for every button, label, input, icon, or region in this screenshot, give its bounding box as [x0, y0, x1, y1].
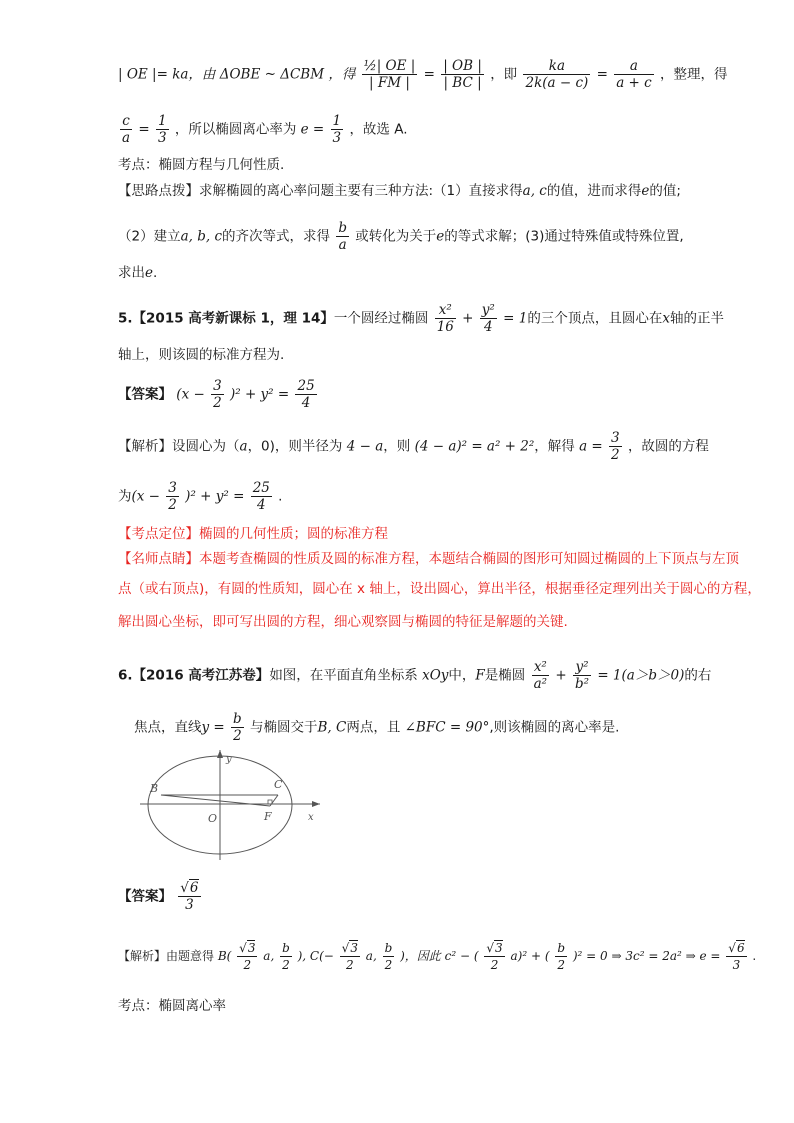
fraction: $\frac{\text{y²}}{4}$ — [481, 302, 495, 335]
label-c: C — [274, 778, 283, 791]
x-axis-arrow — [312, 801, 320, 807]
fraction: $\frac{c}{a}$ — [122, 113, 131, 146]
question-6-cont: 焦点，直线y = $\frac{b}{2}$ 与椭圆交于B, C两点，且 ∠BFC = 90°,则该椭圆的离心率是. — [134, 711, 620, 744]
fraction: $\frac{b}{a}$ — [338, 220, 347, 253]
label-y: y — [226, 754, 232, 765]
mingshi-line-1: 【名师点睛】本题考查椭圆的性质及圆的标准方程，本题结合椭圆的图形可知圆过椭圆的上下顶点与左顶 — [118, 551, 739, 567]
solution-6: 【解析】由题意得 B( $\frac{√3}{2}$ a, $\frac{b}{2}$ ), C(− $\frac{√3}{2}$ a, $\frac{b}{2}$ )，因此 c² − ( $\frac{√3}{2}$ a)² + ( $\frac{b}{2}$ )² = 0 ⇒ 3c² = 2a² ⇒ e = $\frac{√6}{3}$ . — [118, 941, 757, 972]
fraction: $\frac{| OB |}{| BC |}$ — [443, 58, 482, 91]
fraction: $\frac{25}{4}$ — [297, 378, 315, 411]
kaodian-dingwei-5: 【考点定位】椭圆的几何性质；圆的标准方程 — [118, 526, 388, 542]
answer-6: 【答案】 $\frac{√6}{3}$ — [118, 880, 199, 913]
fraction: $\frac{3}{2}$ — [213, 378, 222, 411]
fraction: $\frac{\text{½| OE |}}{| FM |}$ — [363, 58, 416, 91]
answer-5: 【答案】 (x − $\frac{3}{2}$ )² + y² = $\frac{25}{4}$ — [118, 378, 315, 411]
hint-line-1: 【思路点拨】求解椭圆的离心率问题主要有三种方法:（1）直接求得a, c的值，进而求得e的值; — [118, 183, 681, 199]
question-6: 6.【2016 高考江苏卷】如图，在平面直角坐标系 xOy中，F是椭圆 $\frac{\text{x²}}{\text{a²}}$ + $\frac{\text{y²}}{\text{b²}}$ = 1(a＞b＞0)的右 — [118, 659, 712, 692]
solution-line-1: | OE |= ka，由 ΔOBE ~ ΔCBM ，得 $\frac{\text{½| OE |}}{| FM |}$ = $\frac{| OB |}{| BC |}$ ，即 $\frac{ka}{2k(a - c)}$ = $\frac{a}{a + c}$ ，整理，得 — [118, 58, 728, 91]
hint-line-2: （2）建立a, b, c的齐次等式，求得 $\frac{b}{a}$ 或转化为关于e的等式求解；(3)通过特殊值或特殊位置, — [118, 220, 684, 253]
hint-line-3: 求出e. — [118, 265, 158, 281]
label-o: O — [208, 812, 218, 825]
fraction: $\frac{\text{x²}}{\text{a²}}$ — [533, 659, 548, 692]
label-f: F — [264, 810, 272, 823]
mingshi-line-2: 点（或右顶点)，有圆的性质知，圆心在 x 轴上，设出圆心，算出半径，根据垂径定理列出关于圆心的方程， — [118, 581, 761, 597]
fraction: $\frac{1}{3}$ — [157, 113, 167, 146]
fraction: $\frac{\text{x²}}{16}$ — [436, 302, 454, 335]
question-5: 5.【2015 高考新课标 1，理 14】一个圆经过椭圆 $\frac{\text{x²}}{16}$ + $\frac{\text{y²}}{4}$ = 1的三个顶点，且圆心在x轴的正半 — [118, 302, 724, 335]
ellipse-figure — [140, 750, 330, 860]
fraction: $\frac{3}{2}$ — [168, 480, 177, 513]
label-b: B — [150, 782, 159, 795]
kaodian-6: 考点：椭圆离心率 — [118, 998, 226, 1014]
fraction: $\frac{1}{3}$ — [332, 113, 342, 146]
y-axis-arrow — [217, 750, 223, 758]
kaodian-4: 考点：椭圆方程与几何性质. — [118, 157, 285, 173]
fraction: $\frac{a}{a + c}$ — [616, 58, 652, 91]
solution-5: 【解析】设圆心为（a，0)，则半径为 4 − a，则 (4 − a)² = a² + 2²，解得 a = $\frac{3}{2}$ ，故圆的方程 — [118, 430, 709, 463]
solution-line-2: $\frac{c}{a}$ = $\frac{1}{3}$ ，所以椭圆离心率为 e = $\frac{1}{3}$ ，故选 A. — [122, 113, 408, 146]
fraction: $\frac{√6}{3}$ — [180, 880, 199, 913]
mingshi-line-3: 解出圆心坐标，即可写出圆的方程，细心观察圆与椭圆的特征是解题的关键. — [118, 614, 568, 630]
question-5-cont: 轴上，则该圆的标准方程为. — [118, 347, 285, 363]
solution-5-cont: 为(x − $\frac{3}{2}$ )² + y² = $\frac{25}{4}$ . — [118, 480, 283, 513]
fraction: $\frac{b}{2}$ — [233, 711, 242, 744]
fraction: $\frac{25}{4}$ — [252, 480, 270, 513]
label-x: x — [308, 812, 314, 823]
fraction: $\frac{\text{y²}}{\text{b²}}$ — [574, 659, 590, 692]
fraction: $\frac{3}{2}$ — [611, 430, 620, 463]
fraction: $\frac{ka}{2k(a - c)}$ — [525, 58, 589, 91]
